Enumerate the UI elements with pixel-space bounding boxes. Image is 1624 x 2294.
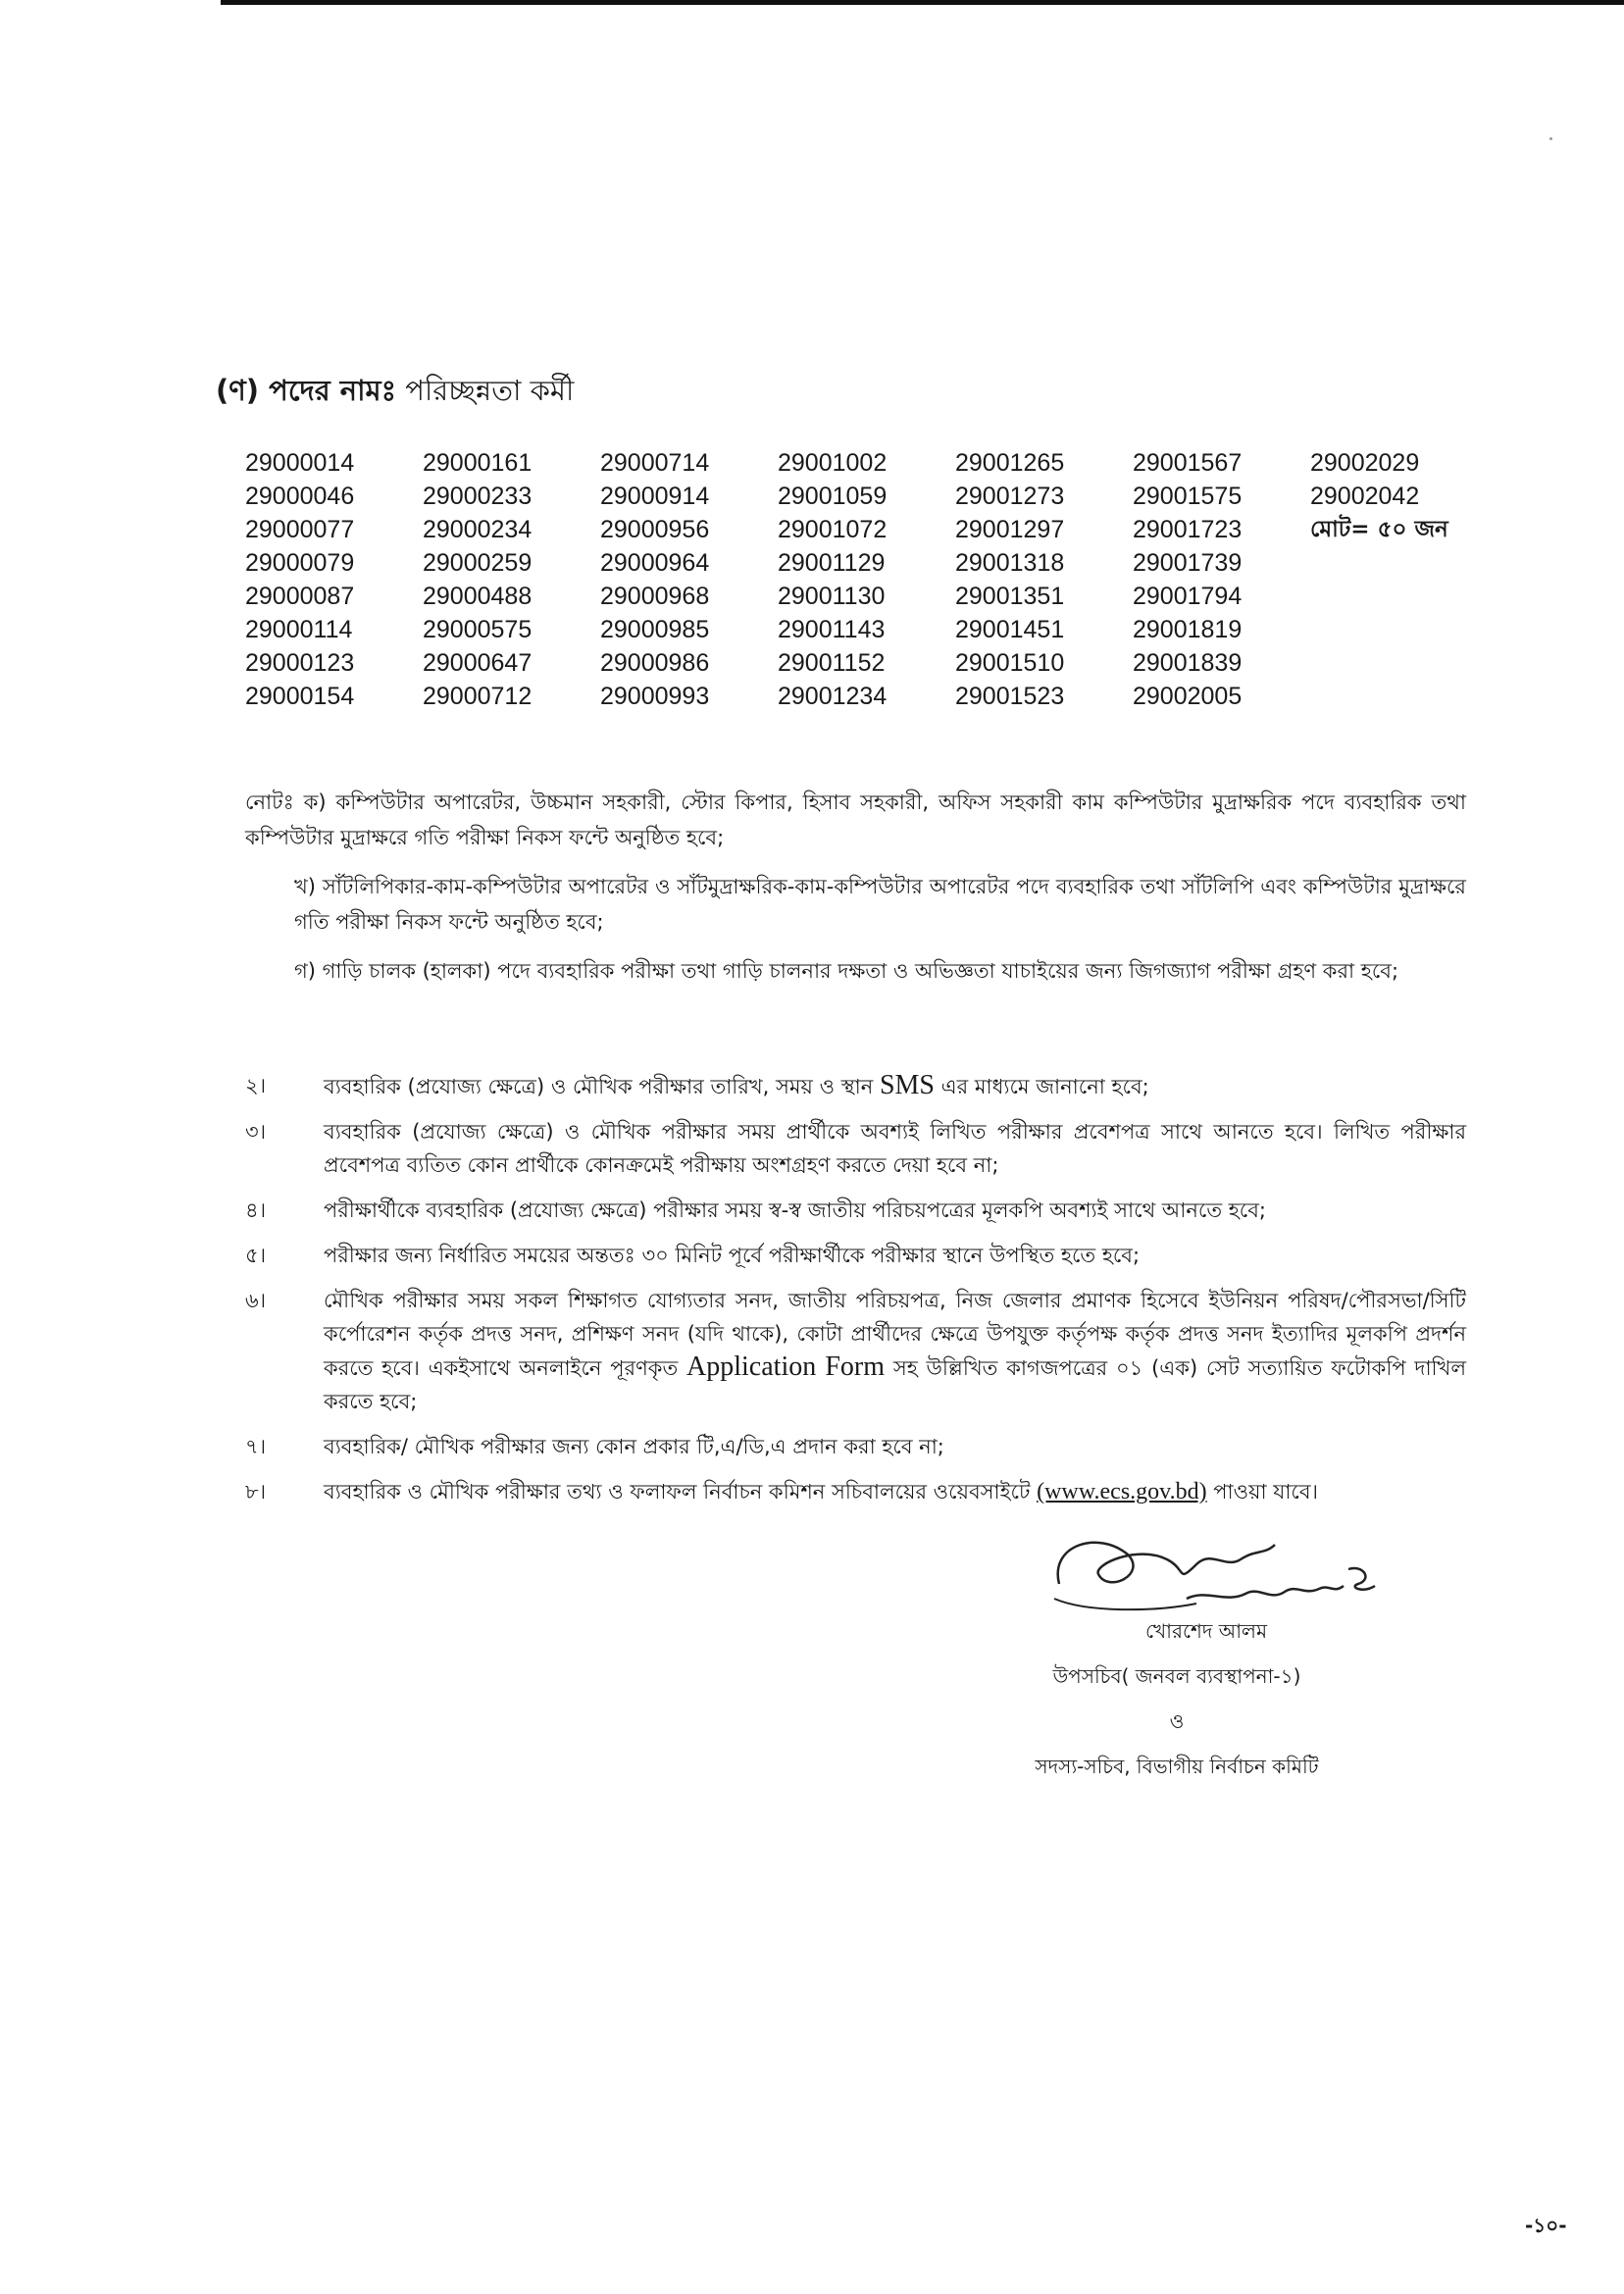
roll-number: 29000234 <box>423 516 533 543</box>
item-text-main: পরীক্ষার জন্য নির্ধারিত সময়ের অন্ততঃ ৩০ মিনিট পূর্বে পরীক্ষার্থীকে পরীক্ষার স্থানে উপস্থিত হতে হবে; <box>324 1244 1141 1267</box>
roll-number: 29000964 <box>600 549 710 577</box>
page-number: -১০- <box>1525 2214 1567 2237</box>
roll-number: 29000488 <box>423 583 533 610</box>
item-number: ২। <box>245 1074 267 1097</box>
top-rule <box>221 0 1624 5</box>
roll-number: 29000914 <box>600 483 710 510</box>
roll-number: 29001318 <box>955 549 1065 577</box>
roll-number: 29000114 <box>245 616 353 643</box>
roll-number: 29001234 <box>778 683 888 710</box>
table-row <box>245 580 1488 613</box>
roll-number <box>1310 613 1488 646</box>
roll-number: 29001059 <box>778 483 888 510</box>
item-number: ৫। <box>245 1244 267 1267</box>
roll-number: 29000993 <box>600 683 710 710</box>
roll-number: 29001072 <box>778 516 888 543</box>
item-number: ৬। <box>245 1289 267 1312</box>
latin-term: SMS <box>879 1070 935 1100</box>
roll-number: 29001143 <box>778 616 886 643</box>
roll-number: 29001451 <box>955 616 1065 643</box>
roll-number <box>1310 680 1488 713</box>
item-text-main: ব্যবহারিক/ মৌখিক পরীক্ষার জন্য কোন প্রকার টি,এ/ডি,এ প্রদান করা হবে না; <box>324 1435 944 1458</box>
table-row <box>245 546 1488 580</box>
item-number: ৮। <box>245 1480 267 1504</box>
roll-number: 29001523 <box>955 683 1065 710</box>
item-text <box>324 1115 1466 1182</box>
roll-number: 29000714 <box>600 449 710 477</box>
roll-number: 29000079 <box>245 549 355 577</box>
item-number: ৭। <box>245 1435 267 1458</box>
roll-number: 29000956 <box>600 516 710 543</box>
item-text-main: ব্যবহারিক ও মৌখিক পরীক্ষার তথ্য ও ফলাফল নির্বাচন কমিশন সচিবালয়ের ওয়েবসাইটে <box>324 1480 1031 1504</box>
list-item <box>245 1430 1466 1463</box>
website-link[interactable]: (www.ecs.gov.bd) <box>1037 1479 1207 1504</box>
roll-number: 29001152 <box>778 649 886 677</box>
roll-number: 29000154 <box>245 683 355 710</box>
instruction-list <box>245 1069 1466 1520</box>
item-number: ৩। <box>245 1120 267 1144</box>
table-row <box>245 513 1488 546</box>
list-item <box>245 1239 1466 1272</box>
list-item <box>245 1194 1466 1227</box>
table-row <box>245 646 1488 680</box>
roll-number: 29000712 <box>423 683 533 710</box>
roll-number: 29001794 <box>1133 583 1243 610</box>
roll-number: 29001839 <box>1133 649 1243 677</box>
roll-number: 29000647 <box>423 649 533 677</box>
item-text-main: ব্যবহারিক (প্রযোজ্য ক্ষেত্রে) ও মৌখিক পরীক্ষার সময় প্রার্থীকে অবশ্যই লিখিত পরীক্ষার প্রবেশপত্র সাথে আনতে হবে। লিখিত পরীক্ষার প্রবেশপত্র ব্যতিত কোন প্রার্থীকে কোনক্রমেই পরীক্ষায় অংশগ্রহণ করতে দেয়া হবে না; <box>324 1120 1466 1177</box>
total-count: মোট= ৫০ জন <box>1310 517 1448 542</box>
roll-number: 29000161 <box>423 449 533 477</box>
item-text <box>324 1194 1466 1227</box>
roll-number-table <box>245 446 1488 713</box>
item-text-main: মৌখিক পরীক্ষার সময় সকল শিক্ষাগত যোগ্যতার সনদ, জাতীয় পরিচয়পত্র, নিজ জেলার প্রমাণক হিসেবে ইউনিয়ন পরিষদ/পৌরসভা/সিটি কর্পোরেশন কর্তৃক প্রদত্ত সনদ, প্রশিক্ষণ সনদ (যদি থাকে), কোটা প্রার্থীদের ক্ষেত্রে উপযুক্ত কর্তৃপক্ষ কর্তৃক প্রদত্ত সনদ ইত্যাদির মূলকপি প্রদর্শন করতে হবে। একইসাথে অনলাইনে পূরণকৃত <box>324 1289 1466 1380</box>
item-text <box>324 1069 1466 1103</box>
roll-number: 29000575 <box>423 616 533 643</box>
roll-number: 29001273 <box>955 483 1065 510</box>
item-text-tail: পাওয়া যাবে। <box>1213 1480 1319 1504</box>
item-text <box>324 1475 1466 1508</box>
signatory-title-2: সদস্য-সচিব, বিভাগীয় নির্বাচন কমিটি <box>1035 1755 1319 1778</box>
roll-number <box>1310 646 1488 680</box>
roll-number: 29001002 <box>778 449 888 477</box>
roll-number: 29000985 <box>600 616 710 643</box>
list-item <box>245 1475 1466 1508</box>
table-row <box>245 480 1488 513</box>
roll-number: 29002005 <box>1133 683 1243 710</box>
scan-speck <box>1549 137 1552 140</box>
roll-number: 29000014 <box>245 449 355 477</box>
note-ga: গ) গাড়ি চালক (হালকা) পদে ব্যবহারিক পরীক্ষা তথা গাড়ি চালনার দক্ষতা ও অভিজ্ঞতা যাচাইয়ের জন্য জিগজ্যাগ পরীক্ষা গ্রহণ করা হবে; <box>294 959 1399 983</box>
roll-number: 29001510 <box>955 649 1065 677</box>
section-heading <box>216 369 574 417</box>
roll-number: 29000046 <box>245 483 355 510</box>
table-row <box>245 680 1488 713</box>
roll-number: 29000259 <box>423 549 533 577</box>
table-row <box>245 446 1488 480</box>
list-item <box>245 1115 1466 1182</box>
roll-number: 29001265 <box>955 449 1065 477</box>
roll-number <box>1310 580 1488 613</box>
item-text-main: ব্যবহারিক (প্রযোজ্য ক্ষেত্রে) ও মৌখিক পরীক্ষার তারিখ, সময় ও স্থান <box>324 1075 874 1098</box>
item-number: ৪। <box>245 1198 267 1222</box>
roll-number: 29000087 <box>245 583 355 610</box>
roll-number: 29000123 <box>245 649 355 677</box>
signatory-conjunction: ও <box>1169 1709 1185 1733</box>
note-ka: নোটঃ ক) কম্পিউটার অপারেটর, উচ্চমান সহকারী, স্টোর কিপার, হিসাব সহকারী, অফিস সহকারী কাম কম্পিউটার মুদ্রাক্ষরিক পদে ব্যবহারিক তথা কম্পিউটার মুদ্রাক্ষরে গতি পরীক্ষা নিকস ফন্টে অনুষ্ঠিত হবে; <box>245 790 1466 849</box>
item-text-tail: সহ উল্লিখিত কাগজপত্রের ০১ (এক) সেট সত্যায়িত ফটোকপি দাখিল করতে হবে; <box>324 1356 1466 1413</box>
heading-prefix: (ণ) পদের নামঃ <box>216 374 397 407</box>
item-text <box>324 1284 1466 1418</box>
roll-number: 29001723 <box>1133 516 1243 543</box>
roll-number: 29001739 <box>1133 549 1243 577</box>
latin-term: Application Form <box>686 1351 886 1382</box>
item-text-tail: এর মাধ্যমে জানানো হবে; <box>940 1075 1149 1098</box>
roll-number: 29000233 <box>423 483 533 510</box>
roll-number: 29000968 <box>600 583 710 610</box>
roll-number: 29000077 <box>245 516 355 543</box>
signatory-name: খোরশেদ আলম <box>1144 1619 1268 1643</box>
item-text-main: পরীক্ষার্থীকে ব্যবহারিক (প্রযোজ্য ক্ষেত্রে) পরীক্ষার সময় স্ব-স্ব জাতীয় পরিচয়পত্রের মূলকপি অবশ্যই সাথে আনতে হবে; <box>324 1198 1266 1222</box>
item-text <box>324 1239 1466 1272</box>
roll-number: 29001297 <box>955 516 1065 543</box>
notes-section <box>245 785 1466 1002</box>
list-item <box>245 1284 1466 1418</box>
roll-number: 29001567 <box>1133 449 1243 477</box>
list-item <box>245 1069 1466 1103</box>
roll-number: 29002029 <box>1310 449 1420 477</box>
roll-number: 29001819 <box>1133 616 1243 643</box>
signatory-block <box>883 1608 1471 1789</box>
item-text <box>324 1430 1466 1463</box>
roll-number: 29000986 <box>600 649 710 677</box>
roll-number: 29001351 <box>955 583 1065 610</box>
roll-number: 29001129 <box>778 549 886 577</box>
post-name: পরিচ্ছন্নতা কর্মী <box>405 374 575 407</box>
roll-number <box>1310 546 1488 580</box>
table-row <box>245 613 1488 646</box>
roll-number: 29001575 <box>1133 483 1243 510</box>
signatory-title-1: উপসচিব( জনবল ব্যবস্থাপনা-১) <box>1052 1664 1301 1688</box>
roll-number: 29002042 <box>1310 483 1420 510</box>
note-kha: খ) সাঁটলিপিকার-কাম-কম্পিউটার অপারেটর ও সাঁটমুদ্রাক্ষরিক-কাম-কম্পিউটার অপারেটর পদে ব্যবহারিক তথা সাঁটলিপি এবং কম্পিউটার মুদ্রাক্ষরে গতি পরীক্ষা নিকস ফন্টে অনুষ্ঠিত হবে; <box>294 875 1466 934</box>
roll-number: 29001130 <box>778 583 886 610</box>
